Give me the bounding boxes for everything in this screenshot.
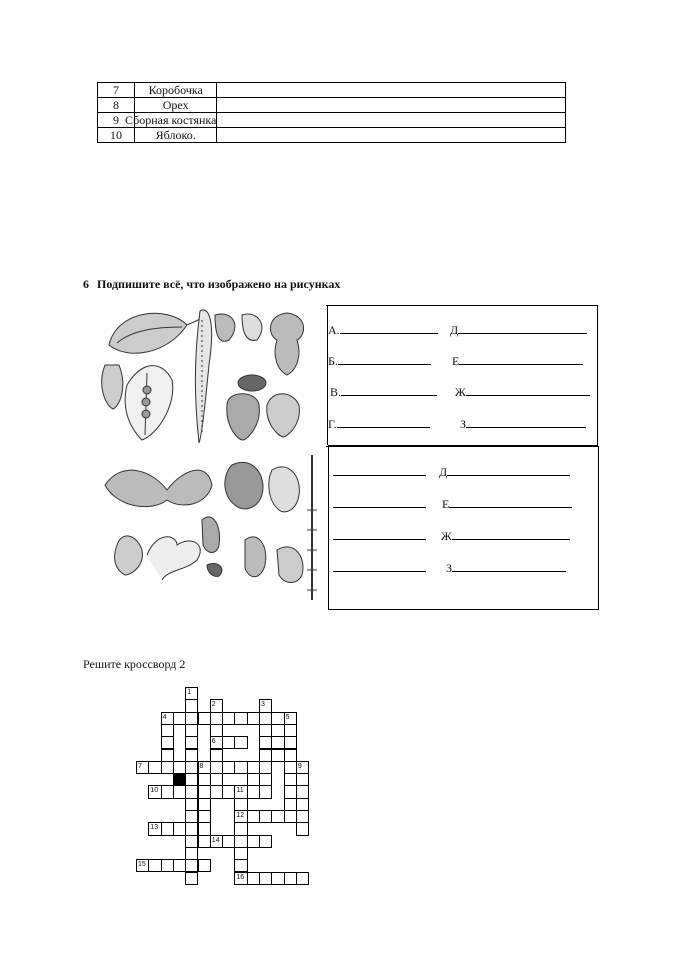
crossword-cell[interactable] <box>173 859 186 872</box>
crossword-cell[interactable] <box>185 749 198 762</box>
crossword-cell[interactable] <box>161 859 174 872</box>
row-number: 10 <box>98 128 135 143</box>
crossword-cell[interactable] <box>173 822 186 835</box>
crossword-cell[interactable] <box>185 872 198 885</box>
answer-label: В. <box>330 385 342 399</box>
crossword-number: 6 <box>211 738 216 746</box>
crossword-cell[interactable] <box>271 749 284 762</box>
fruit-name <box>135 128 217 143</box>
answer-line-right[interactable] <box>452 353 583 369</box>
crossword-cell[interactable] <box>259 872 272 885</box>
crossword-cell[interactable] <box>185 835 198 848</box>
crossword-number: 5 <box>285 713 290 721</box>
answer-cell[interactable] <box>217 113 566 128</box>
crossword-number: 16 <box>236 873 245 881</box>
crossword-cell[interactable] <box>247 810 260 823</box>
crossword-number: 9 <box>297 762 302 770</box>
crossword-cell[interactable] <box>173 712 186 725</box>
answer-line-left[interactable] <box>333 528 426 544</box>
crossword-cell[interactable] <box>259 761 272 774</box>
crossword-cell[interactable] <box>271 810 284 823</box>
crossword-cell[interactable] <box>296 810 309 823</box>
crossword-number: 14 <box>211 836 220 844</box>
crossword-cell[interactable] <box>259 724 272 737</box>
answer-label: Г. <box>328 417 337 431</box>
crossword-cell[interactable] <box>247 712 260 725</box>
crossword-cell[interactable] <box>247 835 260 848</box>
answer-label: Е <box>442 497 450 511</box>
task-number: 6 <box>83 277 89 291</box>
crossword-cell[interactable] <box>271 712 284 725</box>
crossword-cell[interactable] <box>284 773 297 786</box>
crossword-cell[interactable] <box>271 872 284 885</box>
crossword-cell[interactable] <box>259 835 272 848</box>
crossword-cell[interactable] <box>185 810 198 823</box>
row-number: 8 <box>98 98 135 113</box>
answer-line-right[interactable] <box>446 560 566 576</box>
crossword-cell[interactable] <box>173 761 186 774</box>
answer-line-left[interactable] <box>328 353 431 369</box>
crossword-cell[interactable] <box>259 785 272 798</box>
crossword-cell[interactable] <box>284 872 297 885</box>
crossword-cell[interactable] <box>198 712 211 725</box>
crossword-cell[interactable] <box>222 835 235 848</box>
crossword-cell[interactable] <box>271 736 284 749</box>
crossword-cell[interactable] <box>210 749 223 762</box>
crossword-cell[interactable] <box>161 736 174 749</box>
fruit-name <box>135 83 217 98</box>
crossword-cell[interactable] <box>210 761 223 774</box>
crossword-cell[interactable] <box>198 859 211 872</box>
answer-label: Ж <box>441 529 452 543</box>
crossword-cell[interactable] <box>234 761 247 774</box>
task-title: Подпишите всё, что изображено на рисунках <box>97 277 341 291</box>
crossword-cell[interactable] <box>148 859 161 872</box>
crossword-cell[interactable] <box>185 724 198 737</box>
answer-label: З <box>446 561 453 575</box>
crossword-cell[interactable] <box>210 712 223 725</box>
crossword-number: 3 <box>261 701 265 709</box>
crossword-cell[interactable] <box>185 712 198 725</box>
crossword-cell[interactable] <box>296 798 309 811</box>
crossword-cell[interactable] <box>185 736 198 749</box>
table-row <box>98 113 566 128</box>
crossword-black-cell <box>173 773 186 786</box>
table-row <box>98 128 566 143</box>
crossword-cell[interactable] <box>234 798 247 811</box>
answer-line-right[interactable] <box>455 384 590 400</box>
crossword-cell[interactable] <box>185 761 198 774</box>
crossword-cell[interactable] <box>198 773 211 786</box>
crossword-cell[interactable] <box>222 736 235 749</box>
crossword-cell[interactable] <box>161 749 174 762</box>
crossword-cell[interactable] <box>185 859 198 872</box>
crossword-cell[interactable] <box>161 724 174 737</box>
crossword-number: 7 <box>138 762 142 770</box>
fruit-name-text: Яблоко. <box>155 128 196 142</box>
answer-line-left[interactable] <box>333 496 426 512</box>
crossword-cell[interactable] <box>234 736 247 749</box>
answer-cell[interactable] <box>217 83 566 98</box>
fruits-illustration <box>97 450 327 610</box>
crossword-cell[interactable] <box>247 761 260 774</box>
fruit-name <box>125 113 217 128</box>
crossword-cell[interactable] <box>161 761 174 774</box>
crossword-cell[interactable] <box>198 835 211 848</box>
crossword-cell[interactable] <box>148 761 161 774</box>
row-number: 7 <box>98 83 135 98</box>
answer-label: А. <box>328 323 340 337</box>
answer-cell[interactable] <box>217 128 566 143</box>
crossword-cell[interactable] <box>247 872 260 885</box>
crossword-cell[interactable] <box>259 773 272 786</box>
fruit-name-text: Сборная костянка <box>125 113 217 127</box>
answer-line-left[interactable] <box>333 560 426 576</box>
crossword-cell[interactable] <box>247 785 260 798</box>
crossword-number: 4 <box>162 713 167 721</box>
crossword-cell[interactable] <box>247 773 260 786</box>
crossword-cell[interactable] <box>185 847 198 860</box>
crossword-cell[interactable] <box>259 810 272 823</box>
crossword-cell[interactable] <box>222 761 235 774</box>
crossword-cell[interactable] <box>296 872 309 885</box>
crossword-number: 15 <box>138 861 146 869</box>
crossword-cell[interactable] <box>259 749 272 762</box>
answer-label: Д <box>439 465 448 479</box>
crossword-cell[interactable] <box>284 724 297 737</box>
crossword-title: Решите кроссворд 2 <box>83 657 186 671</box>
dry-fruits-illustration <box>97 305 327 445</box>
crossword-cell[interactable] <box>222 712 235 725</box>
crossword-cell[interactable] <box>284 810 297 823</box>
fruit-types-table <box>97 82 566 143</box>
answer-label: З <box>460 417 467 431</box>
table-row <box>98 83 566 98</box>
crossword-cell[interactable] <box>198 822 211 835</box>
crossword-number: 13 <box>150 824 159 832</box>
answer-line-left[interactable] <box>333 464 426 480</box>
crossword-cell[interactable] <box>210 724 223 737</box>
table-row <box>98 98 566 113</box>
answer-line-right[interactable] <box>439 464 570 480</box>
crossword-cell[interactable] <box>161 822 174 835</box>
answer-label: Е <box>452 354 460 368</box>
answer-line-right[interactable] <box>450 322 587 338</box>
crossword-number: 8 <box>199 762 204 770</box>
crossword-number: 12 <box>236 812 245 819</box>
answer-label: Б. <box>328 354 338 368</box>
crossword-cell[interactable] <box>234 822 247 835</box>
answer-line-right[interactable] <box>460 416 586 432</box>
fruit-name <box>135 98 217 113</box>
crossword-cell[interactable] <box>198 798 211 811</box>
crossword-cell[interactable] <box>234 835 247 848</box>
crossword-cell[interactable] <box>185 822 198 835</box>
crossword-number: 2 <box>211 701 216 709</box>
crossword-cell[interactable] <box>210 785 223 798</box>
row-number: 9 <box>98 113 135 128</box>
crossword-cell[interactable] <box>296 822 309 835</box>
answer-line-left[interactable] <box>328 322 438 338</box>
crossword-cell[interactable] <box>296 785 309 798</box>
crossword-cell[interactable] <box>198 785 211 798</box>
crossword-cell[interactable] <box>271 724 284 737</box>
crossword-cell[interactable] <box>259 736 272 749</box>
task-6-heading <box>83 277 340 292</box>
crossword-cell[interactable] <box>185 699 198 712</box>
crossword-number: 10 <box>150 787 159 795</box>
crossword-cell[interactable] <box>222 785 235 798</box>
answer-line-left[interactable] <box>330 384 437 400</box>
crossword-cell[interactable] <box>284 785 297 798</box>
crossword-cell[interactable] <box>210 773 223 786</box>
crossword-cell[interactable] <box>284 749 297 762</box>
crossword-cell[interactable] <box>284 736 297 749</box>
crossword-cell[interactable] <box>161 785 174 798</box>
crossword-cell[interactable] <box>234 859 247 872</box>
answer-label: Д <box>450 323 459 337</box>
crossword-cell[interactable] <box>234 847 247 860</box>
crossword-number: 1 <box>187 689 192 696</box>
crossword-cell[interactable] <box>198 810 211 823</box>
crossword-number: 11 <box>236 787 244 795</box>
crossword-cell[interactable] <box>284 798 297 811</box>
crossword-cell[interactable] <box>173 785 186 798</box>
answer-label: Ж <box>455 385 466 399</box>
answer-line-right[interactable] <box>441 528 570 544</box>
answer-line-right[interactable] <box>442 496 572 512</box>
crossword-cell[interactable] <box>185 798 198 811</box>
fruit-name-text: Орех <box>162 98 189 112</box>
crossword-cell[interactable] <box>259 712 272 725</box>
answer-cell[interactable] <box>217 98 566 113</box>
crossword-cell[interactable] <box>185 773 198 786</box>
fruit-name-text: Коробочка <box>148 83 203 97</box>
crossword-cell[interactable] <box>284 761 297 774</box>
crossword-cell[interactable] <box>296 773 309 786</box>
answer-line-left[interactable] <box>328 416 430 432</box>
crossword-cell[interactable] <box>185 785 198 798</box>
crossword-cell[interactable] <box>234 712 247 725</box>
